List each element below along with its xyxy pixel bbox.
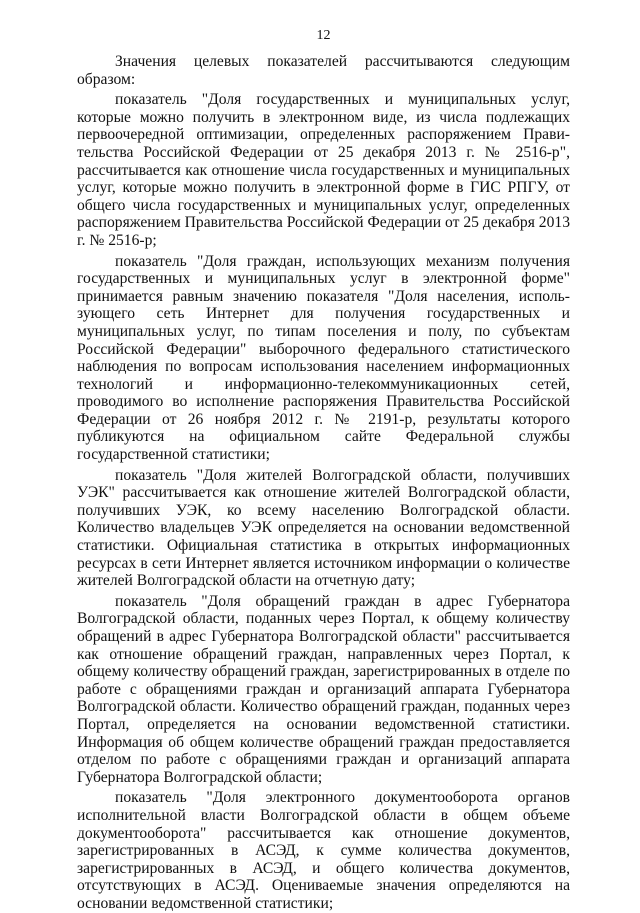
paragraph-intro: Значения целевых показателей рассчитываются следующим образом: [77,53,570,88]
paragraph-indicator-appeals-via-portal: показатель "Доля обращений граждан в адрес Губернатора Волгоградской области, поданных через Портал, к общему количеству обращений в адрес Губернатора Волгоградской области" рассчитывается как отношение обращений граждан, направленных через Портал, к общему количеству обращений граждан, зарегистрированных в отделе по работе с обращениями граждан и организаций аппарата Губернатора Волгоградской области. Количество обращений граждан, поданных через Портал, определяется на основании ведомственной статистики. Информация об общем количестве обращений граждан предоставляется отделом по работе с обращениями граждан и организаций аппарата Губернатора Волгоградской области; [77,592,570,786]
document-page [77,0,570,912]
paragraph-indicator-citizens-electronic-services: показатель "Доля граждан, использующих механизм получения государственных и муниципальных услуг в электронной форме" принимается равным значению показателя "Доля населения, использующего сеть Интернет для получения государственных и муниципальных услуг, по типам поселения и полу, по субъектам Российской Федерации" выборочного федерального статистического наблюдения по вопросам использования населением информационных технологий и информационно-телекоммуникационных сетей, проводимого во исполнение распоряжения Правительства Российской Федерации от 26 ноября 2012 г. № 2191-р, результаты которого публикуются на официальном сайте Федеральной службы государственной статистики; [77,252,570,464]
paragraph-indicator-electronic-document-flow: показатель "Доля электронного документооборота органов исполнительной власти Волгоградской области в общем объеме документооборота" рассчитывается как отношение документов, зарегистрированных в АСЭД, к сумме количества документов, зарегистрированных в АСЭД, и общего количества документов, отсутствующих в АСЭД. Оцениваемые значения определяются на основании ведомственной статистики; [77,789,570,912]
document-body [77,53,570,913]
page-number: 12 [316,28,331,43]
paragraph-indicator-uek-holders: показатель "Доля жителей Волгоградской области, получивших УЭК" рассчитывается как отношение жителей Волгоградской области, получивших УЭК, ко всему населению Волгоградской области. Количество владельцев УЭК определяется на основании ведомственной статистики. Официальная статистика в открытых информационных ресурсах в сети Интернет является источником информации о количестве жителей Волгоградской области на отчетную дату; [77,466,570,590]
paragraph-indicator-electronic-services: показатель "Доля государственных и муниципальных услуг, которые можно получить в электронном виде, из числа подлежащих первоочередной оптимизации, определенных распоряжением Правительства Российской Федерации от 25 декабря 2013 г. № 2516-р", рассчитывается как отношение числа государственных и муниципальных услуг, которые можно получить в электронной форме в ГИС РПГУ, от общего числа государственных и муниципальных услуг, определенных распоряжением Правительства Российской Федерации от 25 декабря 2013 г. № 2516-р; [77,91,570,249]
